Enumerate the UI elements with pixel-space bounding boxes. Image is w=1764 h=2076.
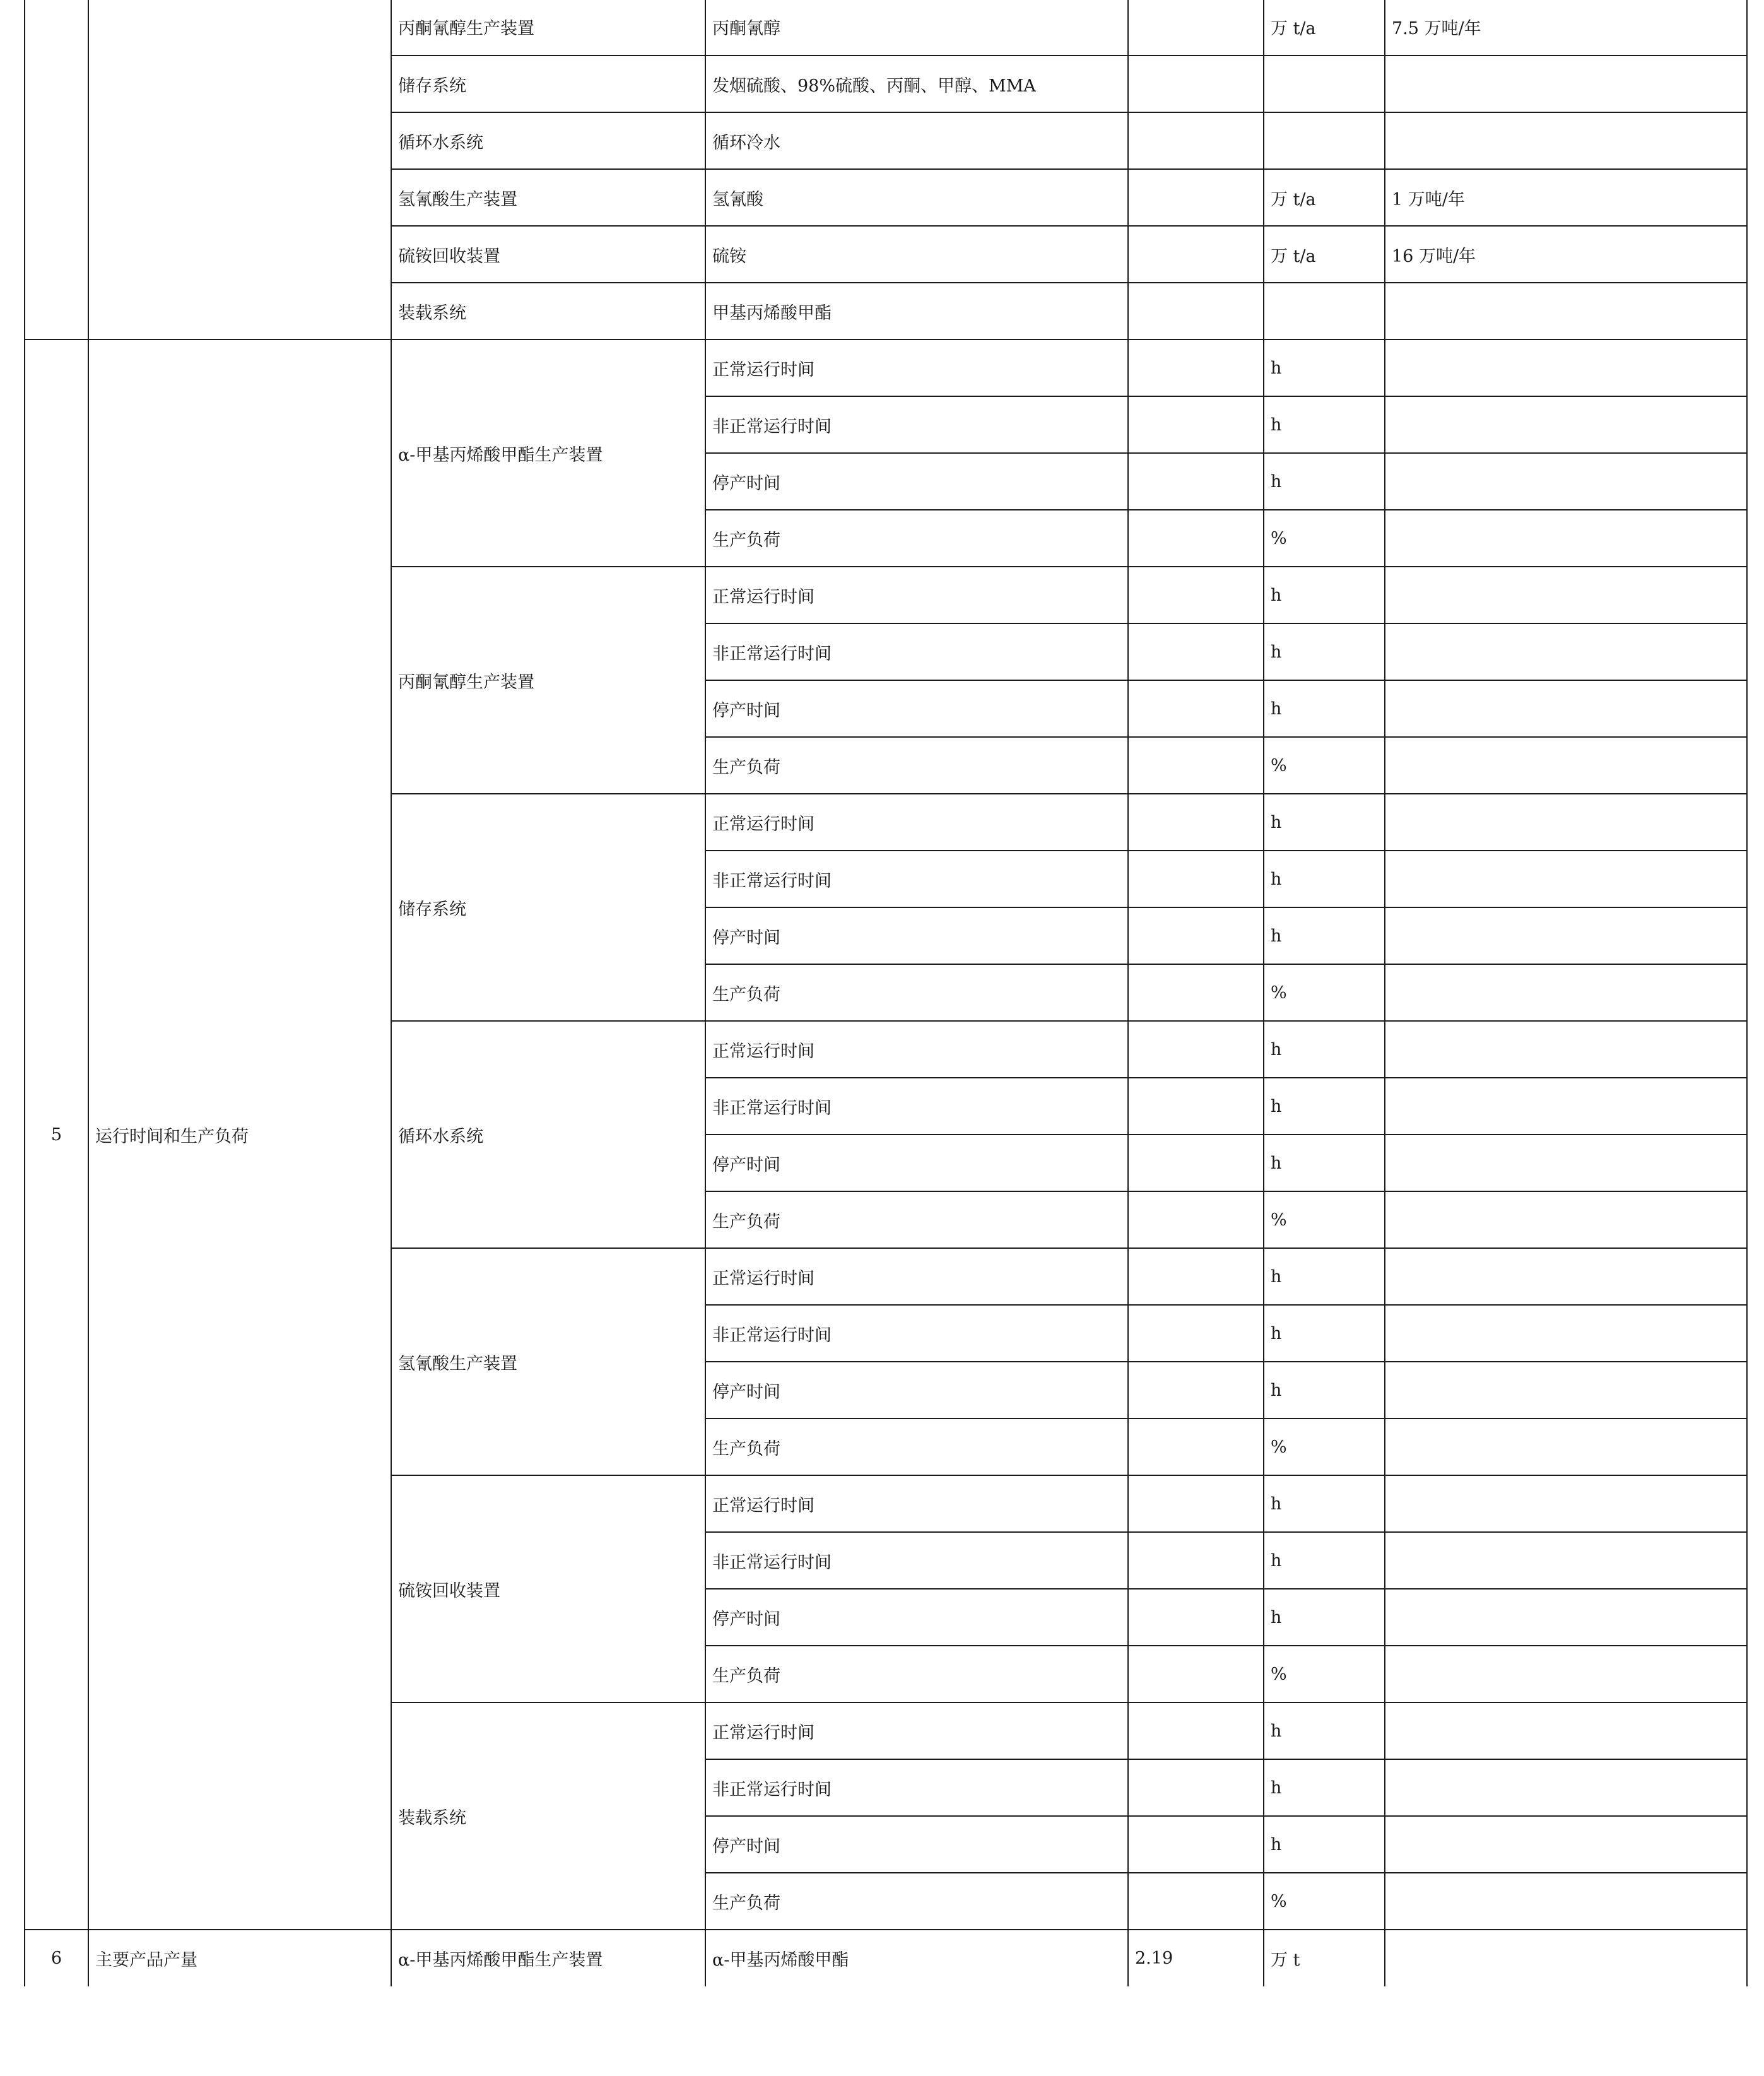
- unit-cell: %: [1264, 737, 1385, 794]
- value-cell: [1128, 794, 1264, 851]
- product-name-cell: 丙酮氰醇: [705, 0, 1128, 56]
- value-cell: [1128, 226, 1264, 283]
- note-cell: [1385, 907, 1747, 964]
- value-cell: [1128, 1418, 1264, 1475]
- unit-cell: h: [1264, 1135, 1385, 1191]
- metric-label-cell: 停产时间: [705, 1362, 1128, 1418]
- value-cell: [1128, 1646, 1264, 1702]
- unit-cell: %: [1264, 1646, 1385, 1702]
- value-cell: [1128, 1589, 1264, 1646]
- note-cell: [1385, 510, 1747, 567]
- unit-cell: [1264, 56, 1385, 112]
- unit-cell: h: [1264, 623, 1385, 680]
- note-cell: [1385, 283, 1747, 339]
- note-cell: [1385, 1135, 1747, 1191]
- metric-label-cell: 生产负荷: [705, 737, 1128, 794]
- unit-cell: h: [1264, 1589, 1385, 1646]
- value-cell: [1128, 1191, 1264, 1248]
- metric-label-cell: 非正常运行时间: [705, 851, 1128, 907]
- value-cell: [1128, 737, 1264, 794]
- product-name-cell: 甲基丙烯酸甲酯: [705, 283, 1128, 339]
- unit-cell: 万 t/a: [1264, 0, 1385, 56]
- table-row: [25, 1930, 1747, 1986]
- value-cell: [1128, 510, 1264, 567]
- product-name-cell: 硫铵: [705, 226, 1128, 283]
- note-cell: 7.5 万吨/年: [1385, 0, 1747, 56]
- value-cell: [1128, 907, 1264, 964]
- metric-label-cell: 非正常运行时间: [705, 623, 1128, 680]
- value-cell: [1128, 1362, 1264, 1418]
- metric-label-cell: 非正常运行时间: [705, 1078, 1128, 1135]
- unit-cell: h: [1264, 680, 1385, 737]
- value-cell: [1128, 964, 1264, 1021]
- metric-label-cell: 停产时间: [705, 1589, 1128, 1646]
- value-cell: [1128, 169, 1264, 226]
- unit-cell: h: [1264, 1816, 1385, 1873]
- facility-name-cell: 循环水系统: [391, 1021, 705, 1248]
- note-cell: [1385, 680, 1747, 737]
- value-cell: 2.19: [1128, 1930, 1264, 1986]
- unit-cell: h: [1264, 1248, 1385, 1305]
- unit-cell: h: [1264, 1021, 1385, 1078]
- section-number-cell: 5: [25, 339, 88, 1930]
- note-cell: 16 万吨/年: [1385, 226, 1747, 283]
- emission-permit-table: [24, 0, 1748, 1986]
- metric-label-cell: 生产负荷: [705, 1191, 1128, 1248]
- metric-label-cell: 正常运行时间: [705, 1021, 1128, 1078]
- metric-label-cell: 停产时间: [705, 1816, 1128, 1873]
- metric-label-cell: 正常运行时间: [705, 794, 1128, 851]
- note-cell: [1385, 1078, 1747, 1135]
- note-cell: [1385, 623, 1747, 680]
- value-cell: [1128, 1532, 1264, 1589]
- unit-cell: %: [1264, 510, 1385, 567]
- unit-cell: h: [1264, 1475, 1385, 1532]
- unit-cell: h: [1264, 1305, 1385, 1362]
- metric-label-cell: 正常运行时间: [705, 1702, 1128, 1759]
- metric-label-cell: 停产时间: [705, 680, 1128, 737]
- product-name-cell: 氢氰酸: [705, 169, 1128, 226]
- note-cell: [1385, 964, 1747, 1021]
- value-cell: [1128, 1248, 1264, 1305]
- value-cell: [1128, 283, 1264, 339]
- value-cell: [1128, 1021, 1264, 1078]
- row-number-cell: [25, 0, 88, 339]
- note-cell: [1385, 1418, 1747, 1475]
- note-cell: [1385, 567, 1747, 623]
- unit-cell: [1264, 283, 1385, 339]
- facility-name-cell: α-甲基丙烯酸甲酯生产装置: [391, 1930, 705, 1986]
- value-cell: [1128, 0, 1264, 56]
- metric-label-cell: 正常运行时间: [705, 567, 1128, 623]
- note-cell: [1385, 1816, 1747, 1873]
- facility-name-cell: 循环水系统: [391, 112, 705, 169]
- note-cell: [1385, 1532, 1747, 1589]
- unit-cell: h: [1264, 453, 1385, 510]
- note-cell: [1385, 1021, 1747, 1078]
- unit-cell: h: [1264, 396, 1385, 453]
- unit-cell: h: [1264, 1702, 1385, 1759]
- note-cell: [1385, 1191, 1747, 1248]
- unit-cell: %: [1264, 1191, 1385, 1248]
- value-cell: [1128, 1475, 1264, 1532]
- metric-label-cell: 生产负荷: [705, 1418, 1128, 1475]
- facility-name-cell: 氢氰酸生产装置: [391, 169, 705, 226]
- unit-cell: 万 t/a: [1264, 169, 1385, 226]
- metric-label-cell: 非正常运行时间: [705, 1305, 1128, 1362]
- unit-cell: h: [1264, 907, 1385, 964]
- metric-label-cell: 生产负荷: [705, 1873, 1128, 1930]
- note-cell: [1385, 339, 1747, 396]
- unit-cell: h: [1264, 1759, 1385, 1816]
- value-cell: [1128, 567, 1264, 623]
- metric-label-cell: 停产时间: [705, 1135, 1128, 1191]
- metric-label-cell: 生产负荷: [705, 1646, 1128, 1702]
- unit-cell: [1264, 112, 1385, 169]
- note-cell: [1385, 1702, 1747, 1759]
- unit-cell: %: [1264, 1418, 1385, 1475]
- product-name-cell: α-甲基丙烯酸甲酯: [705, 1930, 1128, 1986]
- note-cell: 1 万吨/年: [1385, 169, 1747, 226]
- note-cell: [1385, 56, 1747, 112]
- metric-label-cell: 正常运行时间: [705, 1475, 1128, 1532]
- unit-cell: 万 t: [1264, 1930, 1385, 1986]
- value-cell: [1128, 1702, 1264, 1759]
- facility-name-cell: 装载系统: [391, 283, 705, 339]
- unit-cell: %: [1264, 964, 1385, 1021]
- unit-cell: h: [1264, 851, 1385, 907]
- value-cell: [1128, 851, 1264, 907]
- product-name-cell: 发烟硫酸、98%硫酸、丙酮、甲醇、MMA: [705, 56, 1128, 112]
- value-cell: [1128, 1873, 1264, 1930]
- value-cell: [1128, 680, 1264, 737]
- note-cell: [1385, 1248, 1747, 1305]
- value-cell: [1128, 1759, 1264, 1816]
- note-cell: [1385, 112, 1747, 169]
- note-cell: [1385, 794, 1747, 851]
- value-cell: [1128, 396, 1264, 453]
- value-cell: [1128, 112, 1264, 169]
- facility-name-cell: 硫铵回收装置: [391, 226, 705, 283]
- metric-label-cell: 非正常运行时间: [705, 396, 1128, 453]
- metric-label-cell: 生产负荷: [705, 964, 1128, 1021]
- value-cell: [1128, 453, 1264, 510]
- note-cell: [1385, 396, 1747, 453]
- section-title-cell: 主要产品产量: [88, 1930, 391, 1986]
- value-cell: [1128, 1078, 1264, 1135]
- unit-cell: %: [1264, 1873, 1385, 1930]
- facility-name-cell: 储存系统: [391, 56, 705, 112]
- unit-cell: h: [1264, 339, 1385, 396]
- unit-cell: h: [1264, 1362, 1385, 1418]
- note-cell: [1385, 1930, 1747, 1986]
- facility-name-cell: 氢氰酸生产装置: [391, 1248, 705, 1475]
- unit-cell: h: [1264, 1078, 1385, 1135]
- note-cell: [1385, 1305, 1747, 1362]
- table-row: [25, 0, 1747, 56]
- product-name-cell: 循环冷水: [705, 112, 1128, 169]
- value-cell: [1128, 56, 1264, 112]
- facility-name-cell: 硫铵回收装置: [391, 1475, 705, 1702]
- facility-name-cell: 储存系统: [391, 794, 705, 1021]
- facility-name-cell: 丙酮氰醇生产装置: [391, 0, 705, 56]
- unit-cell: h: [1264, 567, 1385, 623]
- value-cell: [1128, 1135, 1264, 1191]
- note-cell: [1385, 1873, 1747, 1930]
- facility-name-cell: 装载系统: [391, 1702, 705, 1930]
- note-cell: [1385, 1362, 1747, 1418]
- metric-label-cell: 非正常运行时间: [705, 1759, 1128, 1816]
- section-title-cell: 运行时间和生产负荷: [88, 339, 391, 1930]
- row-category-cell: [88, 0, 391, 339]
- unit-cell: h: [1264, 1532, 1385, 1589]
- metric-label-cell: 正常运行时间: [705, 1248, 1128, 1305]
- facility-name-cell: α-甲基丙烯酸甲酯生产装置: [391, 339, 705, 567]
- note-cell: [1385, 1475, 1747, 1532]
- metric-label-cell: 非正常运行时间: [705, 1532, 1128, 1589]
- metric-label-cell: 停产时间: [705, 907, 1128, 964]
- facility-name-cell: 丙酮氰醇生产装置: [391, 567, 705, 794]
- note-cell: [1385, 1646, 1747, 1702]
- note-cell: [1385, 1589, 1747, 1646]
- unit-cell: h: [1264, 794, 1385, 851]
- note-cell: [1385, 851, 1747, 907]
- value-cell: [1128, 1305, 1264, 1362]
- metric-label-cell: 正常运行时间: [705, 339, 1128, 396]
- table-row: [25, 339, 1747, 396]
- value-cell: [1128, 623, 1264, 680]
- value-cell: [1128, 339, 1264, 396]
- metric-label-cell: 生产负荷: [705, 510, 1128, 567]
- metric-label-cell: 停产时间: [705, 453, 1128, 510]
- note-cell: [1385, 1759, 1747, 1816]
- unit-cell: 万 t/a: [1264, 226, 1385, 283]
- value-cell: [1128, 1816, 1264, 1873]
- note-cell: [1385, 453, 1747, 510]
- note-cell: [1385, 737, 1747, 794]
- section-number-cell: 6: [25, 1930, 88, 1986]
